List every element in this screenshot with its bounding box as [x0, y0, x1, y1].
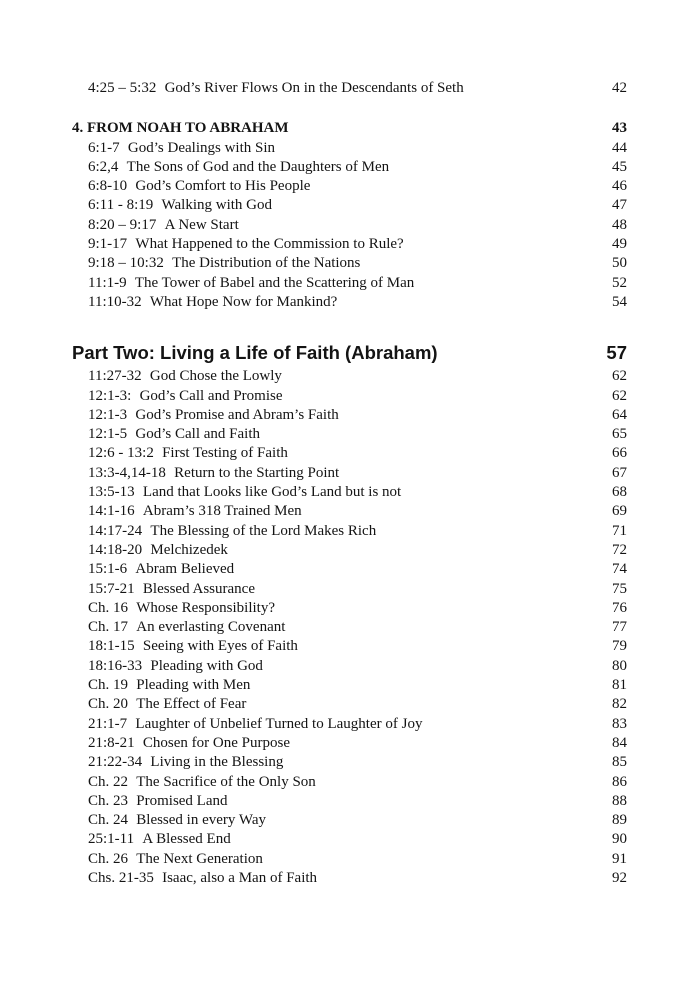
toc-entry	[0, 425, 700, 444]
toc-entry-title: What Happened to the Commission to Rule?	[135, 236, 404, 253]
toc-entry-ref: 25:1-11	[88, 831, 135, 848]
toc-entry-text	[88, 560, 603, 579]
toc	[0, 79, 700, 888]
toc-entry	[0, 387, 700, 406]
toc-entry-title: Promised Land	[136, 792, 228, 809]
toc-entry	[0, 792, 700, 811]
toc-entry	[0, 753, 700, 772]
toc-entry-text	[88, 773, 603, 792]
toc-entry-page-number: 75	[612, 580, 627, 597]
toc-entry-page-number: 85	[612, 754, 627, 771]
toc-entry-page-number: 90	[612, 831, 627, 848]
toc-entry	[0, 274, 700, 293]
toc-entry	[0, 502, 700, 521]
toc-entry-page-number: 54	[612, 293, 627, 310]
toc-entry-ref: 6:8-10	[88, 178, 128, 195]
toc-entry-ref: 21:8-21	[88, 734, 135, 751]
toc-entry-text	[88, 158, 603, 177]
toc-entry-title: An everlasting Covenant	[136, 619, 286, 636]
toc-entry-page-number: 49	[612, 236, 627, 253]
toc-entry-title: First Testing of Faith	[162, 445, 288, 462]
toc-entry-ref: 6:1-7	[88, 139, 120, 156]
toc-entry-text	[88, 274, 603, 293]
toc-entry-page-number: 86	[612, 773, 627, 790]
toc-entry-page-number: 82	[612, 696, 627, 713]
toc-entry-page-number: 64	[612, 406, 627, 423]
toc-entry-page-number: 88	[612, 792, 627, 809]
toc-entry-title: Abram’s 318 Trained Men	[142, 503, 302, 520]
toc-entry	[0, 637, 700, 656]
toc-entry-page-number: 74	[612, 561, 627, 578]
toc-entry	[0, 235, 700, 254]
toc-entry-title: Laughter of Unbelief Turned to Laughter of Joy	[135, 715, 423, 732]
toc-entry-title: Pleading with Men	[136, 677, 251, 694]
toc-entry	[0, 811, 700, 830]
toc-entry	[0, 406, 700, 425]
toc-entry-ref: Ch. 20	[88, 696, 129, 713]
toc-entry	[0, 560, 700, 579]
toc-entry-text	[88, 811, 603, 830]
toc-entry-title: The Distribution of the Nations	[172, 255, 361, 272]
toc-entry-text	[88, 367, 603, 386]
toc-entry-page-number: 80	[612, 657, 627, 674]
toc-entry-ref: 13:5-13	[88, 484, 135, 501]
toc-entry-text	[88, 139, 603, 158]
toc-entry-page-number: 62	[612, 368, 627, 385]
toc-entry-title: God’s Dealings with Sin	[127, 139, 276, 156]
toc-entry-title: Melchizedek	[150, 541, 228, 558]
heading-page-number: 57	[606, 342, 627, 364]
toc-entry-page-number: 71	[612, 522, 627, 539]
toc-entry-text	[88, 177, 603, 196]
toc-entry-text	[88, 599, 603, 618]
toc-entry-text	[88, 715, 603, 734]
toc-entry-ref: 14:18-20	[88, 541, 143, 558]
toc-entry-title: Blessed Assurance	[142, 580, 255, 597]
toc-entry	[0, 464, 700, 483]
toc-entry-title: God’s River Flows On in the Descendants of Seth	[164, 80, 464, 96]
toc-entry-title: Land that Looks like God’s Land but is not	[142, 484, 402, 501]
toc-entry-text	[88, 425, 603, 444]
toc-entry-page-number: 46	[612, 178, 627, 195]
toc-entry-page-number: 48	[612, 216, 627, 233]
toc-entry	[0, 158, 700, 177]
toc-entry-ref: Ch. 22	[88, 773, 129, 790]
toc-entry-text	[88, 387, 603, 406]
toc-entry-title: Blessed in every Way	[136, 812, 266, 829]
toc-entry	[0, 541, 700, 560]
toc-entry-ref: 13:3-4,14-18	[88, 464, 166, 481]
toc-entry	[0, 522, 700, 541]
toc-entry-page-number: 69	[612, 503, 627, 520]
toc-entry-title: The Blessing of the Lord Makes Rich	[150, 522, 377, 539]
toc-entry-ref: 6:11 - 8:19	[88, 197, 154, 214]
toc-entry	[0, 676, 700, 695]
toc-entry-page-number: 50	[612, 255, 627, 272]
toc-entry-text	[88, 695, 603, 714]
toc-entry-page-number: 81	[612, 677, 627, 694]
toc-entry-title: Living in the Blessing	[150, 754, 284, 771]
toc-entry-text	[88, 869, 603, 888]
toc-entry	[0, 695, 700, 714]
toc-entry-title: Chosen for One Purpose	[142, 734, 290, 751]
toc-entry	[0, 599, 700, 618]
toc-entry-page-number: 47	[612, 197, 627, 214]
toc-entry	[0, 293, 700, 312]
toc-entry-page-number: 91	[612, 850, 627, 867]
toc-entry-text	[88, 444, 603, 463]
toc-entry-text	[88, 753, 603, 772]
toc-entry-text	[88, 293, 603, 312]
toc-entry-text	[88, 522, 603, 541]
toc-entry-ref: Ch. 19	[88, 677, 129, 694]
toc-entry-page-number: 84	[612, 734, 627, 751]
toc-entry-title: The Effect of Fear	[136, 696, 247, 713]
toc-entry-ref: 9:1-17	[88, 236, 128, 253]
toc-entry-ref: 8:20 – 9:17	[88, 216, 157, 233]
toc-entry-page-number: 79	[612, 638, 627, 655]
toc-entry-title: Isaac, also a Man of Faith	[162, 869, 318, 886]
toc-entry-ref: Ch. 26	[88, 850, 129, 867]
toc-entry-title: Walking with God	[161, 197, 272, 214]
toc-entry-ref: 18:16-33	[88, 657, 143, 674]
toc-entry	[0, 715, 700, 734]
toc-entry-page-number: 72	[612, 541, 627, 558]
toc-entry-ref: Ch. 17	[88, 619, 129, 636]
toc-entry-text	[88, 618, 603, 637]
toc-entry-title: Abram Believed	[135, 561, 235, 578]
toc-entry-title: God Chose the Lowly	[149, 368, 282, 385]
toc-entry	[0, 773, 700, 792]
toc-entry-text	[88, 850, 603, 869]
toc-entry-ref: 14:17-24	[88, 522, 143, 539]
toc-entry-title: God’s Call and Promise	[139, 387, 283, 404]
toc-entry-ref: Ch. 16	[88, 599, 129, 616]
toc-entry	[0, 580, 700, 599]
toc-entry-ref: 15:7-21	[88, 580, 135, 597]
toc-entry-page-number: 68	[612, 484, 627, 501]
toc-entry-ref: 15:1-6	[88, 561, 128, 578]
toc-entry-ref: 11:27-32	[88, 368, 142, 385]
toc-entry-text	[88, 734, 603, 753]
toc-entry-page-number: 89	[612, 812, 627, 829]
toc-entry-title: A New Start	[164, 216, 239, 233]
toc-entry-ref: 14:1-16	[88, 503, 135, 520]
toc-entry	[0, 177, 700, 196]
toc-entry-title: The Sons of God and the Daughters of Men	[126, 158, 390, 175]
toc-entry-page-number: 92	[612, 869, 627, 886]
toc-entry-text	[88, 406, 603, 425]
toc-entry	[0, 483, 700, 502]
toc-entry-page-number: 65	[612, 426, 627, 443]
toc-entry-ref: 12:1-3:	[88, 387, 132, 404]
part-heading	[0, 341, 700, 365]
toc-entry-ref: 9:18 – 10:32	[88, 255, 164, 272]
toc-entry-text	[88, 541, 603, 560]
toc-section-entries	[0, 79, 700, 98]
toc-entry-ref: 12:1-3	[88, 406, 128, 423]
toc-entry-text	[88, 830, 603, 849]
toc-entry-title: God’s Call and Faith	[135, 426, 260, 443]
toc-entry-title: God’s Comfort to His People	[135, 178, 311, 195]
toc-entry-ref: 11:1-9	[88, 274, 127, 291]
toc-entry	[0, 618, 700, 637]
toc-entry-text	[88, 792, 603, 811]
toc-entry-text	[88, 483, 603, 502]
toc-entry-page-number: 52	[612, 274, 627, 291]
toc-entry-title: Pleading with God	[150, 657, 263, 674]
toc-entry-text	[88, 637, 603, 656]
toc-entry-page-number: 76	[612, 599, 627, 616]
toc-entry	[0, 196, 700, 215]
toc-entry-text	[88, 502, 603, 521]
toc-entry-ref: 4:25 – 5:32	[88, 80, 157, 96]
toc-entry	[0, 850, 700, 869]
part-heading-label: Part Two: Living a Life of Faith (Abraham)	[72, 342, 438, 364]
toc-entry-page-number: 62	[612, 387, 627, 404]
toc-entry-text	[88, 79, 603, 98]
toc-entry-page-number: 66	[612, 445, 627, 462]
toc-entry-title: A Blessed End	[142, 831, 231, 848]
toc-entry-title: The Tower of Babel and the Scattering of Man	[134, 274, 415, 291]
toc-entry	[0, 367, 700, 386]
toc-entry-text	[88, 580, 603, 599]
toc-entry-ref: 12:1-5	[88, 426, 128, 443]
toc-entry-text	[88, 254, 603, 273]
toc-entry	[0, 139, 700, 158]
toc-entry	[0, 830, 700, 849]
toc-entry	[0, 254, 700, 273]
toc-section-chapter	[0, 119, 700, 312]
chapter-heading-label: 4. FROM NOAH TO ABRAHAM	[72, 120, 289, 137]
heading-page-number: 43	[612, 120, 627, 137]
toc-entry-page-number: 42	[612, 80, 627, 96]
chapter-heading	[0, 119, 700, 138]
toc-entry	[0, 79, 700, 98]
toc-entry-title: Return to the Starting Point	[174, 464, 340, 481]
toc-entry-ref: 11:10-32	[88, 293, 142, 310]
toc-entry-ref: 18:1-15	[88, 638, 135, 655]
toc-entry	[0, 734, 700, 753]
toc-entry-ref: Ch. 24	[88, 812, 129, 829]
toc-entry-title: The Next Generation	[136, 850, 263, 867]
toc-entry-text	[88, 676, 603, 695]
toc-entry	[0, 657, 700, 676]
toc-entry-ref: 21:22-34	[88, 754, 143, 771]
toc-entry-text	[88, 196, 603, 215]
toc-entry-title: What Hope Now for Mankind?	[149, 293, 338, 310]
toc-entry	[0, 869, 700, 888]
toc-entry-text	[88, 464, 603, 483]
toc-entry-page-number: 83	[612, 715, 627, 732]
toc-entry-page-number: 45	[612, 158, 627, 175]
toc-entry-ref: 21:1-7	[88, 715, 128, 732]
toc-entry-title: God’s Promise and Abram’s Faith	[135, 406, 339, 423]
toc-entry	[0, 444, 700, 463]
toc-entry-title: Whose Responsibility?	[136, 599, 276, 616]
toc-entry-ref: 6:2,4	[88, 158, 119, 175]
toc-entry-title: The Sacrifice of the Only Son	[136, 773, 316, 790]
toc-entry-text	[88, 216, 603, 235]
toc-entry-page-number: 77	[612, 619, 627, 636]
toc-entry-page-number: 44	[612, 139, 627, 156]
toc-entry-text	[88, 657, 603, 676]
toc-entry-text	[88, 235, 603, 254]
toc-entry-page-number: 67	[612, 464, 627, 481]
toc-entry-ref: Chs. 21-35	[88, 869, 154, 886]
toc-entry-ref: 12:6 - 13:2	[88, 445, 154, 462]
toc-entry	[0, 216, 700, 235]
toc-entry-title: Seeing with Eyes of Faith	[142, 638, 298, 655]
toc-entry-ref: Ch. 23	[88, 792, 129, 809]
toc-section-part	[0, 341, 700, 888]
